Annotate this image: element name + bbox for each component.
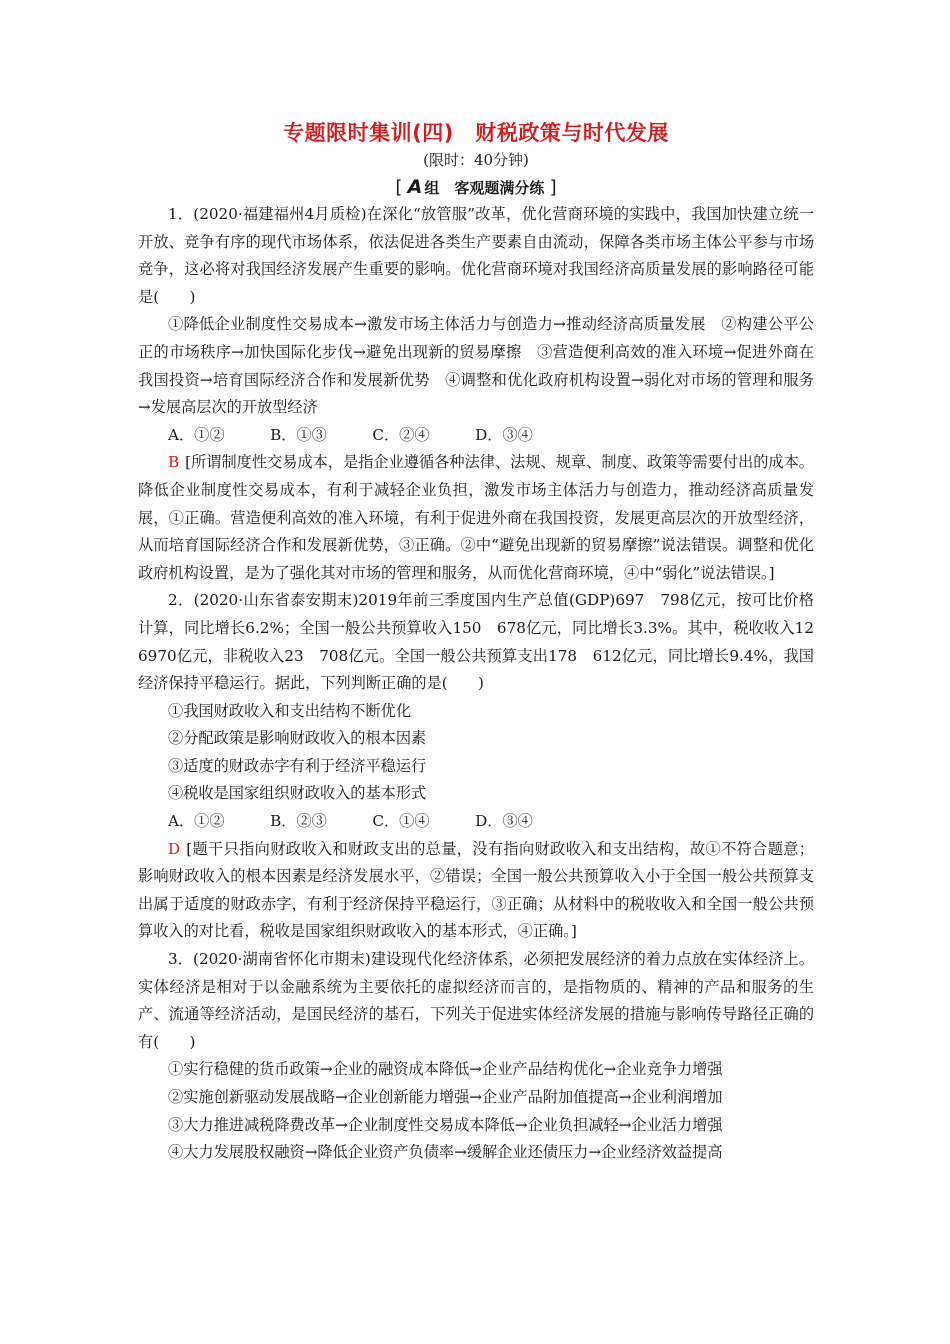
q3-item-4: ④大力发展股权融资→降低企业资产负债率→缓解企业还债压力→企业经济效益提高 — [168, 1143, 723, 1162]
q1-stem: 1．(2020·福建福州4月质检)在深化“放管服”改革，优化营商环境的实践中，我国加快建立统一开放、竞争有序的现代市场体系，依法促进各类生产要素自由流动，保障各类市场主体公平参与市场竞争，这必将对我国经济发展产生重要的影响。优化营商环境对我国经济高质量发展的影响路径可能是( ) — [138, 205, 814, 306]
q3-item-1: ①实行稳健的货币政策→企业的融资成本降低→企业产品结构优化→企业竞争力增强 — [168, 1060, 723, 1079]
document-page — [138, 118, 830, 1167]
q2-item-1: ①我国财政收入和支出结构不断优化 — [168, 701, 411, 720]
section-label: 组 客观题满分练 — [424, 179, 545, 197]
q1-items: ①降低企业制度性交易成本→激发市场主体活力与创造力→推动经济高质量发展 ②构建公平公正的市场秩序→加快国际化步伐→避免出现新的贸易摩擦 ③营造便利高效的准入环境→促进外商在我国投资→培育国际经济合作和发展新优势 ④调整和优化政府机构设置→弱化对市场的管理和服务→发展高层次的开放型经济 — [138, 315, 814, 417]
time-limit: (限时：40分钟) — [423, 151, 529, 169]
q2-item-2: ②分配政策是影响财政收入的根本因素 — [168, 729, 427, 748]
section-bracket-open: [ — [395, 177, 403, 198]
q2-stem: 2．(2020·山东省泰安期末)2019年前三季度国内生产总值(GDP)697 798亿元，按可比价格计算，同比增长6.2%；全国一般公共预算收入150 678亿元，同比增长3.3%。其中，税收收入12 6970亿元，非税收入23 708亿元。全国一般公共预算支出178 612亿元，同比增长9.4%，我国经济保持平稳运行。据此，下列判断正确的是( ) — [138, 591, 830, 693]
q1-options: A．①② B．①③ C．②④ D．③④ — [168, 425, 533, 444]
q2-options: A．①② B．②③ C．①④ D．③④ — [168, 812, 533, 831]
q2-explanation: [题干只指向财政收入和财政支出的总量，没有指向财政收入和支出结构，故①不符合题意；影响财政收入的根本因素是经济发展水平，②错误；全国一般公共预算收入小于全国一般公共预算支出属于适度的财政赤字，有利于经济保持平稳运行，③正确；从材料中的税收收入和全国一般公共预算收入的对比看，税收是国家组织财政收入的基本形式，④正确。] — [138, 839, 814, 941]
q1-answer-block — [138, 449, 814, 587]
q2-item-4: ④税收是国家组织财政收入的基本形式 — [168, 784, 427, 803]
q2-item-3: ③适度的财政赤字有利于经济平稳运行 — [168, 756, 427, 775]
section-header — [138, 174, 814, 201]
section-letter: A — [407, 176, 423, 198]
section-bracket-close: ] — [549, 177, 557, 198]
q1-answer: B — [168, 453, 180, 472]
q2-answer-block — [138, 836, 814, 946]
q2-answer: D — [168, 839, 181, 858]
page-title: 专题限时集训(四) 财税政策与时代发展 — [283, 121, 669, 145]
q1-explanation: [所谓制度性交易成本，是指企业遵循各种法律、法规、规章、制度、政策等需要付出的成本。降低企业制度性交易成本，有利于减轻企业负担，激发市场主体活力与创造力，推动经济高质量发展，①正确。营造便利高效的准入环境，有利于促进外商在我国投资，发展更高层次的开放型经济，从而培育国际经济合作和发展新优势，③正确。②中“避免出现新的贸易摩擦”说法错误。调整和优化政府机构设置，是为了强化其对市场的管理和服务，从而优化营商环境，④中“弱化”说法错误。] — [138, 453, 814, 582]
q3-stem: 3．(2020·湖南省怀化市期末)建设现代化经济体系，必须把发展经济的着力点放在实体经济上。实体经济是相对于以金融系统为主要依托的虚拟经济而言的，是指物质的、精神的产品和服务的生产、流通等经济活动，是国民经济的基石，下列关于促进实体经济发展的措施与影响传导路径正确的有( ) — [138, 950, 814, 1051]
q3-item-3: ③大力推进减税降费改革→企业制度性交易成本降低→企业负担减轻→企业活力增强 — [168, 1115, 723, 1134]
q3-item-2: ②实施创新驱动发展战略→企业创新能力增强→企业产品附加值提高→企业利润增加 — [168, 1088, 723, 1106]
